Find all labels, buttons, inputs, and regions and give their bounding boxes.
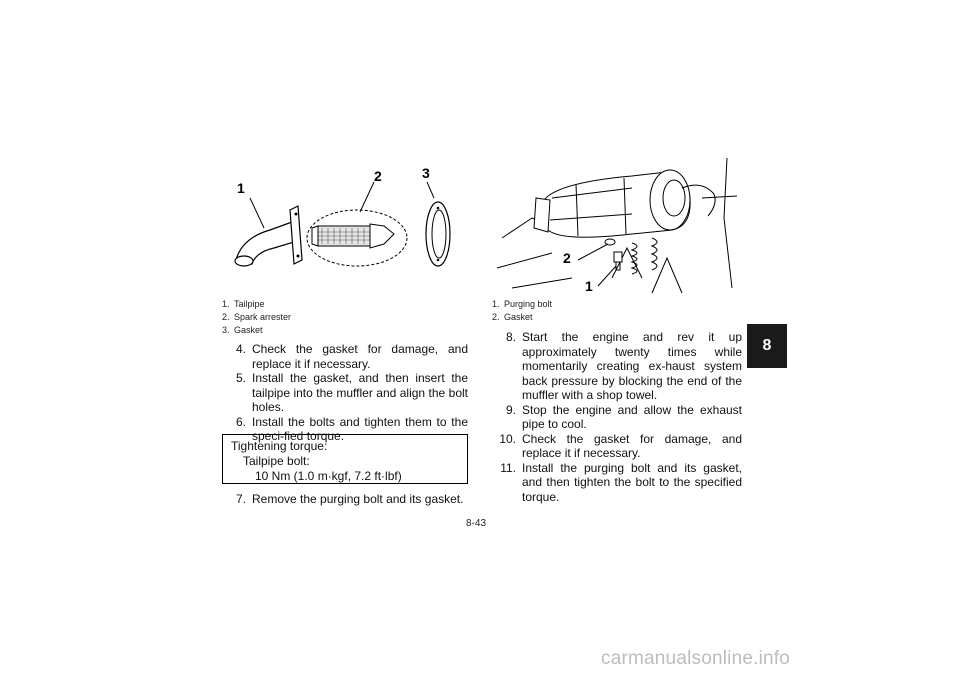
step-item: 8. Start the engine and rev it up approximately twenty times while momentarily creating ex-haust system back pressure by blocking the end of the muffler with a shop towel. xyxy=(505,330,742,402)
legend-item: 2. Gasket xyxy=(492,312,533,322)
legend-item: 1. Tailpipe xyxy=(222,299,265,309)
page-number: 8-43 xyxy=(466,518,487,529)
step-item: 11. Install the purging bolt and its gasket, and then tighten the bolt to the specified torque. xyxy=(500,460,742,504)
step-item: 7. Remove the purging bolt and its gasket. xyxy=(235,492,464,506)
right-steps xyxy=(492,330,742,504)
step-item: 6. Install the bolts and tighten them to the speci-fied torque. xyxy=(235,414,468,443)
step-item: 4. Check the gasket for damage, and replace it if necessary. xyxy=(235,342,468,371)
step-item: 10. Check the gasket for damage, and replace it if necessary. xyxy=(499,431,742,460)
step-item: 5. Install the gasket, and then insert the tailpipe into the muffler and align the bolt holes. xyxy=(235,371,468,414)
muffler-figure xyxy=(492,158,737,296)
callout-1: 1 xyxy=(237,180,245,196)
callout-2: 2 xyxy=(374,168,382,184)
step-item: 9. Stop the engine and allow the exhaust pipe to cool. xyxy=(505,402,742,431)
callout-1: 1 xyxy=(585,278,593,294)
tailpipe-figure xyxy=(222,160,472,295)
torque-item: Tailpipe bolt: xyxy=(243,454,310,468)
watermark: carmanualsonline.info xyxy=(601,648,791,669)
torque-value: 10 Nm (1.0 m·kgf, 7.2 ft·lbf) xyxy=(255,469,402,483)
left-steps xyxy=(222,342,468,444)
callout-3: 3 xyxy=(422,165,430,181)
muffler-illustration xyxy=(492,158,737,296)
callout-2: 2 xyxy=(563,250,571,266)
right-figure-legend xyxy=(492,298,552,324)
step-7 xyxy=(222,492,468,507)
legend-item: 3. Gasket xyxy=(222,325,263,335)
legend-item: 2. Spark arrester xyxy=(222,312,292,322)
legend-item: 1. Purging bolt xyxy=(492,299,553,309)
torque-label: Tightening torque: xyxy=(231,439,328,453)
section-tab: 8 xyxy=(747,324,787,368)
left-figure-legend xyxy=(222,298,291,337)
torque-spec-box xyxy=(222,434,468,484)
tailpipe-illustration xyxy=(222,160,472,295)
